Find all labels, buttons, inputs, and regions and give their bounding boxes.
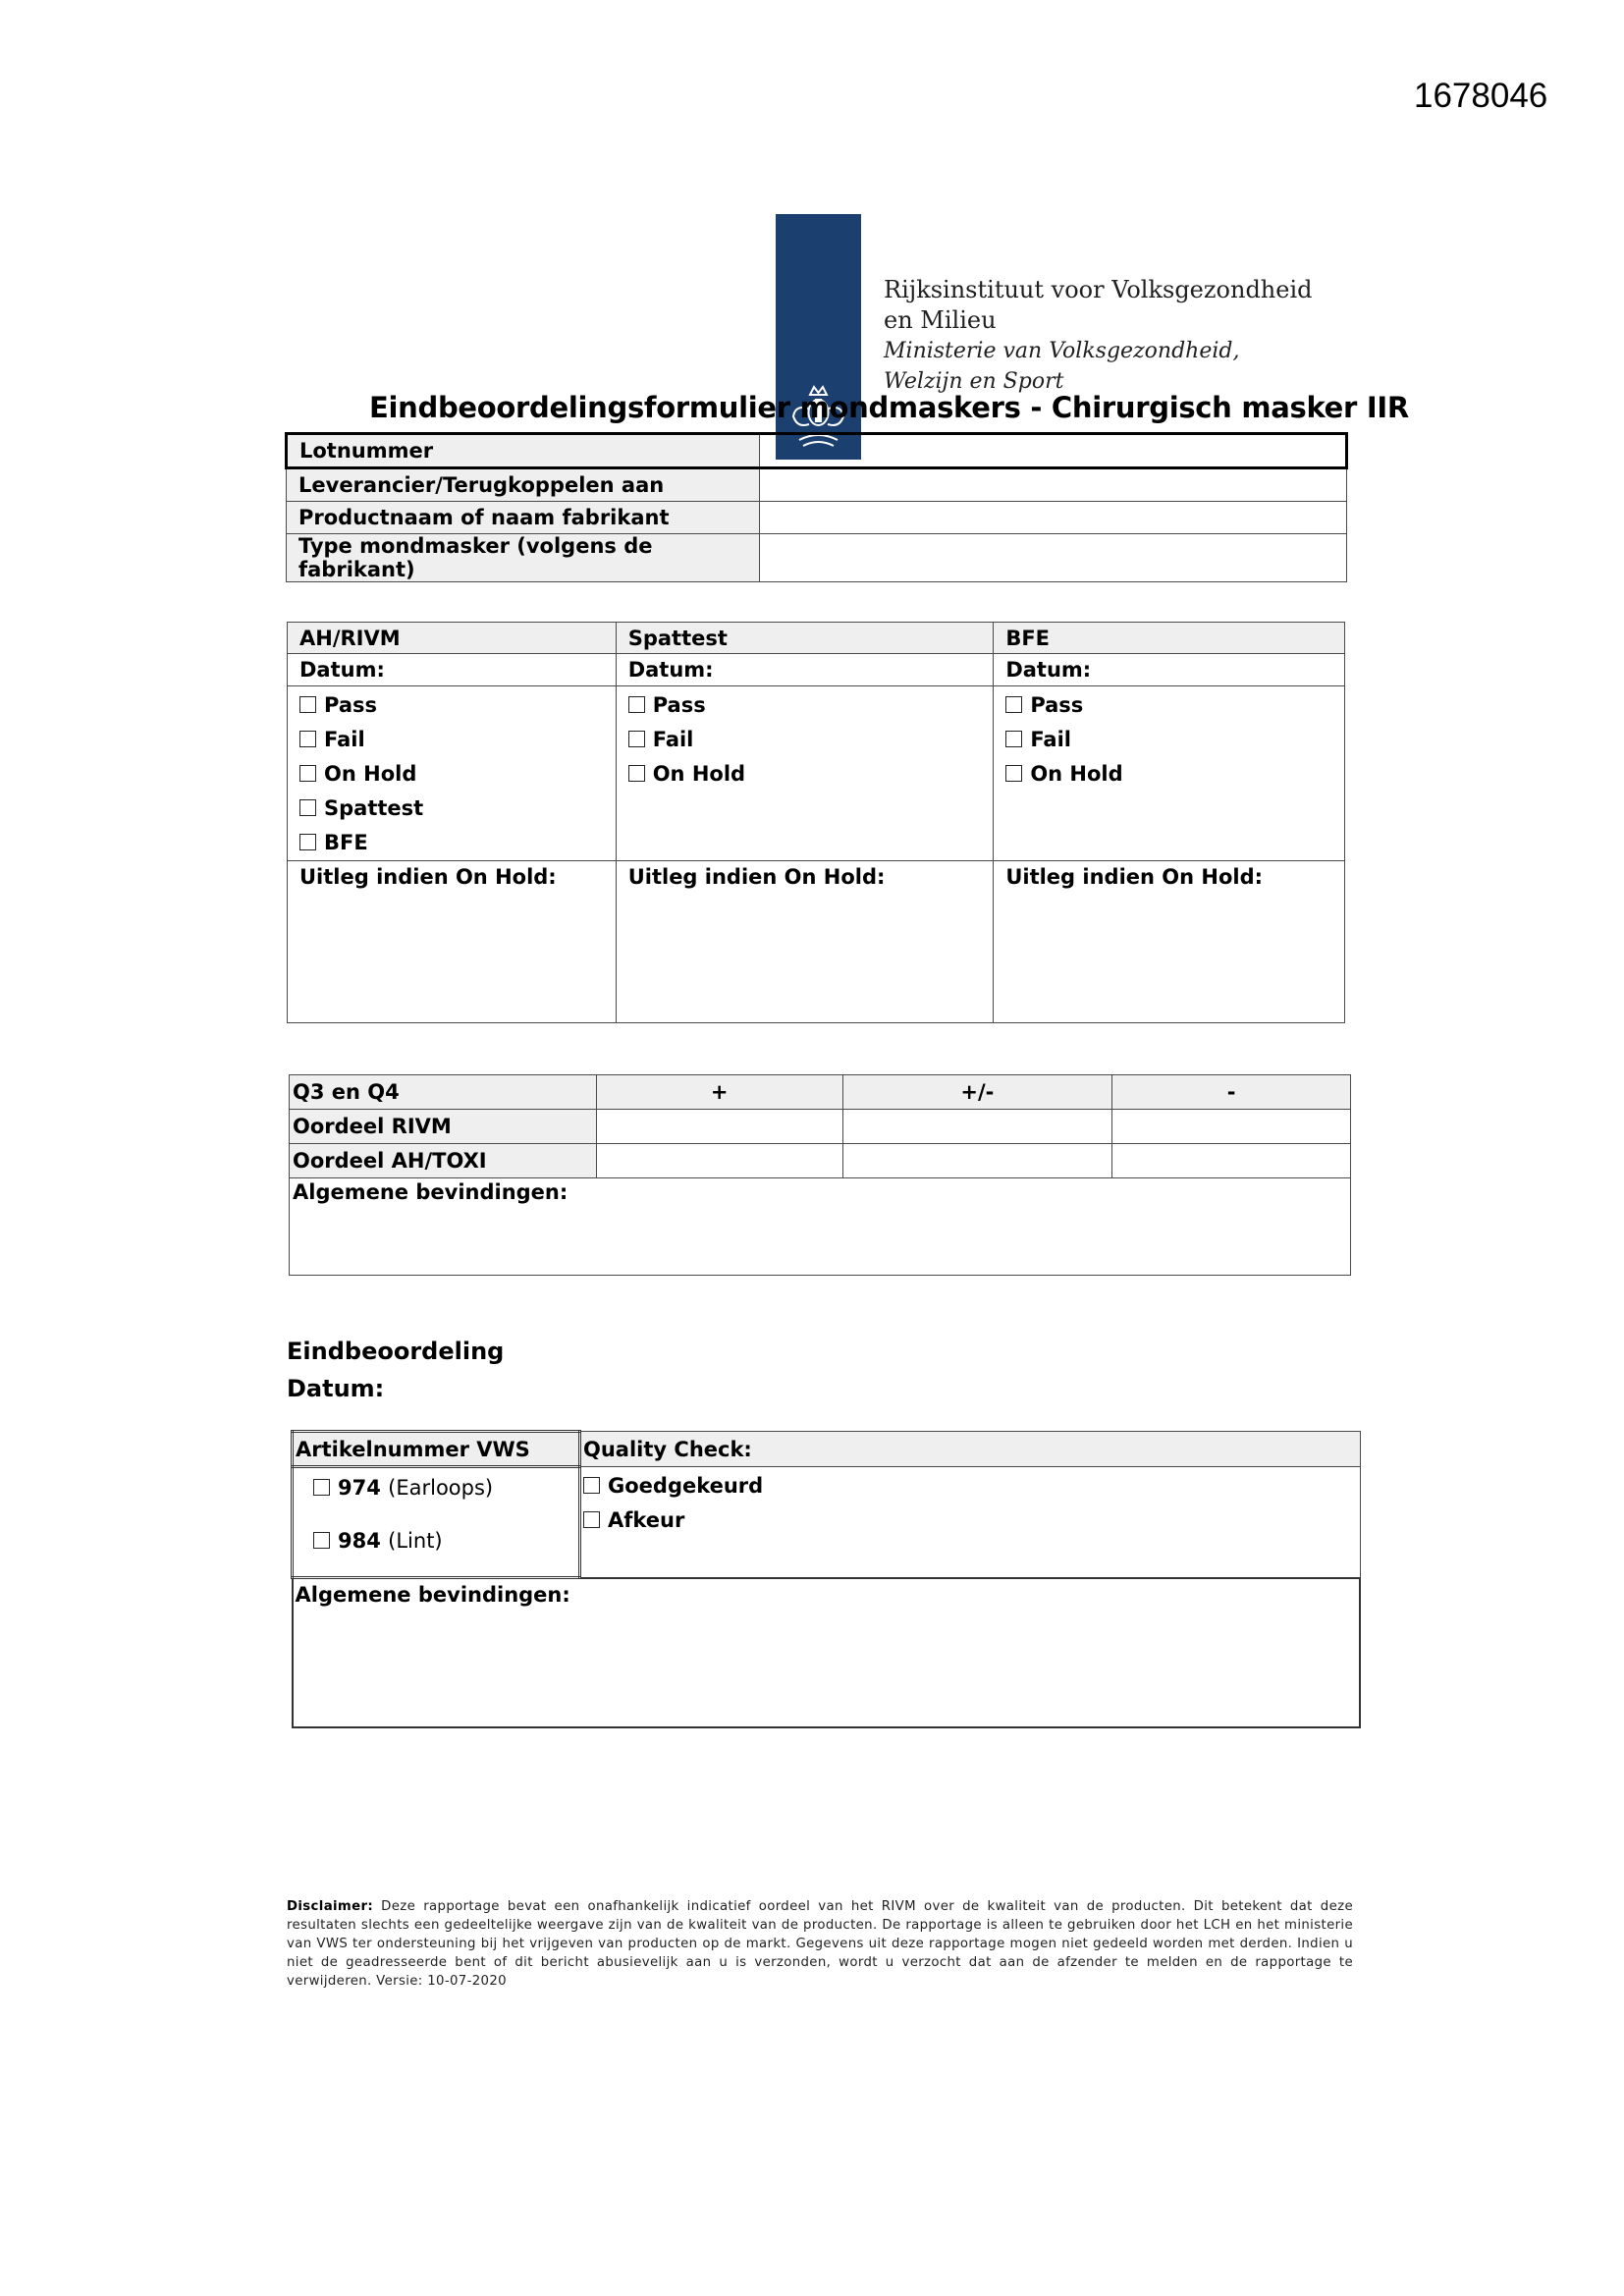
column-header-plus-minus: +/- <box>842 1075 1112 1110</box>
option-label: Pass <box>1030 693 1084 717</box>
quality-check-header: Quality Check: <box>580 1432 1361 1467</box>
option-label: Afkeur <box>608 1508 685 1532</box>
checkbox[interactable] <box>583 1477 600 1494</box>
checkbox[interactable] <box>628 731 645 747</box>
explanation-field[interactable] <box>288 861 617 1023</box>
table-row <box>288 861 1345 1023</box>
checkbox-option-afkeur[interactable] <box>583 1503 1358 1538</box>
checkbox-option[interactable] <box>1005 723 1332 757</box>
checkbox-option[interactable] <box>628 688 982 723</box>
option-label: Fail <box>1030 728 1071 751</box>
rating-cell[interactable] <box>842 1144 1112 1178</box>
checkbox-option-goedgekeurd[interactable] <box>583 1469 1358 1503</box>
final-assessment-heading: Eindbeoordeling <box>287 1338 505 1365</box>
row-label: Type mondmasker (volgens de fabrikant) <box>287 534 760 582</box>
general-findings-field[interactable] <box>290 1178 1351 1276</box>
row-label: Oordeel RIVM <box>290 1110 597 1144</box>
checkbox[interactable] <box>299 799 316 816</box>
column-header-ah-rivm: AH/RIVM <box>288 623 617 654</box>
option-label: Pass <box>324 693 377 717</box>
checkbox[interactable] <box>628 696 645 713</box>
article-number-header: Artikelnummer VWS <box>293 1432 580 1467</box>
document-number: 1678046 <box>1414 77 1548 115</box>
option-label: Pass <box>652 693 706 717</box>
checkbox-option[interactable] <box>299 757 604 792</box>
checkbox[interactable] <box>1005 731 1022 747</box>
explanation-field[interactable] <box>994 861 1345 1023</box>
ministry-line-2: Welzijn en Sport <box>884 369 1064 394</box>
row-label: Leverancier/Terugkoppelen aan <box>287 468 760 502</box>
table-row <box>293 1467 1361 1578</box>
option-label: Spattest <box>324 796 424 820</box>
productnaam-field[interactable] <box>760 502 1347 534</box>
explanation-label: Uitleg indien On Hold: <box>1005 865 1264 889</box>
checkbox[interactable] <box>313 1532 330 1549</box>
checkbox[interactable] <box>299 834 316 850</box>
row-label: Oordeel AH/TOXI <box>290 1144 597 1178</box>
checkbox-option[interactable] <box>628 757 982 792</box>
column-header-minus: - <box>1112 1075 1351 1110</box>
checkbox[interactable] <box>1005 765 1022 782</box>
column-header: Q3 en Q4 <box>290 1075 597 1110</box>
form-title: Eindbeoordelingsformulier mondmaskers - Chirurgisch masker IIR <box>369 391 1409 424</box>
checkbox-option[interactable] <box>299 723 604 757</box>
spattest-options <box>616 686 994 861</box>
column-header-spattest: Spattest <box>616 623 994 654</box>
column-header-bfe: BFE <box>994 623 1345 654</box>
disclaimer <box>287 1897 1353 1991</box>
table-row <box>287 468 1347 502</box>
organization-name <box>884 275 1313 397</box>
datum-label: Datum: <box>994 654 1345 686</box>
option-label: On Hold <box>1030 762 1123 786</box>
org-line-2: en Milieu <box>884 306 997 334</box>
quality-options <box>580 1467 1361 1578</box>
table-row <box>288 623 1345 654</box>
ministry-line-1: Ministerie van Volksgezondheid, <box>884 339 1240 363</box>
disclaimer-label: Disclaimer: <box>287 1899 374 1914</box>
rating-cell[interactable] <box>596 1110 842 1144</box>
checkbox-option-984[interactable] <box>313 1523 576 1558</box>
table-row <box>290 1178 1351 1276</box>
row-label: Productnaam of naam fabrikant <box>287 502 760 534</box>
test-results-table <box>287 622 1345 1023</box>
product-info-table <box>285 432 1348 582</box>
table-row <box>287 534 1347 582</box>
article-desc: (Lint) <box>388 1529 443 1553</box>
article-number: 984 <box>338 1529 381 1553</box>
disclaimer-text: Deze rapportage bevat een onafhankelijk indicatief oordeel van het RIVM over de kwaliteit van de producten. Dit betekent dat deze resultaten slechts een gedeeltelijke weergave zijn van de kwaliteit van de producten. De rapportage is alleen te gebruiken door het LCH en het ministerie van VWS ter ondersteuning bij het vrijgeven van producten op de markt. Gegevens uit deze rapportage mogen niet gedeeld worden met derden. Indien u niet de geadresseerde bent of dit bericht abusievelijk aan u is verzonden, wordt u verzocht dat aan de afzender te melden en de rapportage te verwijderen. Versie: 10-07-2020 <box>287 1899 1353 1989</box>
article-desc: (Earloops) <box>388 1476 494 1500</box>
final-assessment-date: Datum: <box>287 1375 385 1402</box>
article-options <box>293 1467 580 1578</box>
checkbox[interactable] <box>1005 696 1022 713</box>
option-label: Goedgekeurd <box>608 1474 764 1498</box>
checkbox-option[interactable] <box>1005 688 1332 723</box>
option-label: On Hold <box>324 762 417 786</box>
option-label: BFE <box>324 831 368 854</box>
table-row <box>290 1075 1351 1110</box>
explanation-field[interactable] <box>616 861 994 1023</box>
checkbox[interactable] <box>299 696 316 713</box>
option-label: On Hold <box>652 762 746 786</box>
table-row <box>288 686 1345 861</box>
type-mondmasker-field[interactable] <box>760 534 1347 582</box>
explanation-label: Uitleg indien On Hold: <box>299 865 557 889</box>
datum-label: Datum: <box>288 654 617 686</box>
table-row <box>293 1578 1361 1728</box>
table-row <box>288 654 1345 686</box>
checkbox-option[interactable] <box>628 723 982 757</box>
org-line-1: Rijksinstituut voor Volksgezondheid <box>884 276 1313 303</box>
datum-label: Datum: <box>616 654 994 686</box>
option-label: Fail <box>324 728 365 751</box>
checkbox[interactable] <box>583 1511 600 1528</box>
checkbox[interactable] <box>299 765 316 782</box>
rating-cell[interactable] <box>842 1110 1112 1144</box>
table-row <box>287 502 1347 534</box>
rating-cell[interactable] <box>1112 1144 1351 1178</box>
column-header-plus: + <box>596 1075 842 1110</box>
final-findings-label: Algemene bevindingen: <box>295 1583 570 1607</box>
leverancier-field[interactable] <box>760 468 1347 502</box>
q3-q4-table <box>289 1074 1351 1276</box>
row-label: Lotnummer <box>287 434 760 468</box>
checkbox-option[interactable] <box>299 792 604 826</box>
table-row <box>290 1144 1351 1178</box>
ah-rivm-options <box>288 686 617 861</box>
explanation-label: Uitleg indien On Hold: <box>627 865 886 889</box>
checkbox-option[interactable] <box>1005 757 1332 792</box>
final-assessment-table <box>291 1430 1361 1728</box>
table-row <box>287 434 1347 468</box>
table-row <box>293 1432 1361 1467</box>
checkbox[interactable] <box>628 765 645 782</box>
checkbox[interactable] <box>299 731 316 747</box>
bfe-options <box>994 686 1345 861</box>
option-label: Fail <box>652 728 694 751</box>
lotnummer-field[interactable] <box>760 434 1347 468</box>
checkbox-option[interactable] <box>299 688 604 723</box>
table-row <box>290 1110 1351 1144</box>
general-findings-label: Algemene bevindingen: <box>293 1180 568 1204</box>
final-findings-field[interactable] <box>293 1578 1361 1728</box>
checkbox-option[interactable] <box>299 826 604 860</box>
article-number: 974 <box>338 1476 381 1500</box>
checkbox[interactable] <box>313 1479 330 1496</box>
checkbox-option-974[interactable] <box>313 1470 576 1505</box>
rating-cell[interactable] <box>596 1144 842 1178</box>
rating-cell[interactable] <box>1112 1110 1351 1144</box>
